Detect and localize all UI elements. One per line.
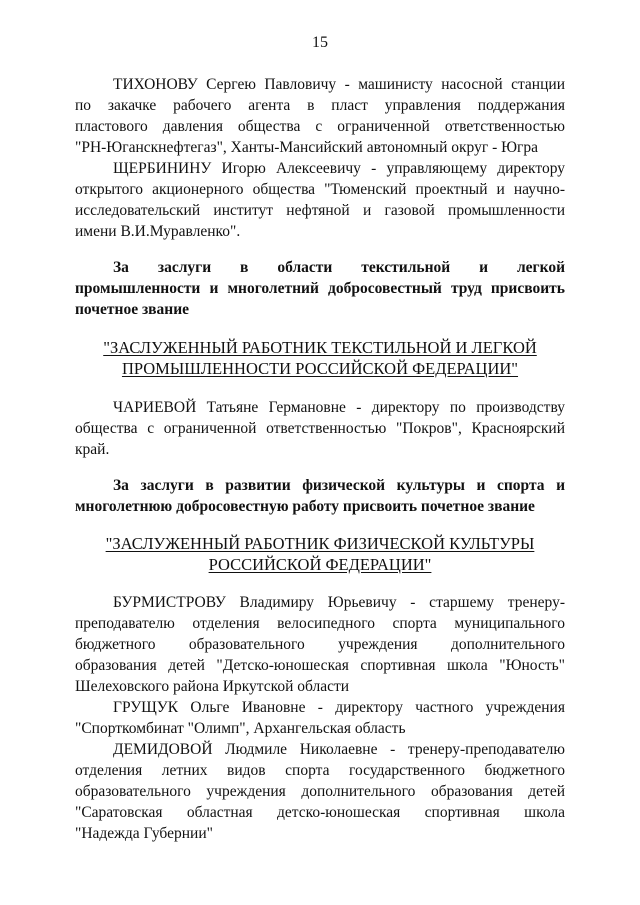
award-entry-line: отделения летних видов спорта государственного бюджетного <box>75 762 565 779</box>
award-entry-line: ДЕМИДОВОЙ Людмиле Николаевне - тренеру-преподавателю <box>113 741 565 758</box>
award-entry-line: "Спорткомбинат "Олимп", Архангельская область <box>75 720 406 737</box>
award-entry-line: "Саратовская областная детско-юношеская спортивная школа <box>75 804 565 821</box>
award-entry-line: исследовательский институт нефтяной и газовой промышленности <box>75 202 565 219</box>
award-entry-line: ГРУЩУК Ольге Ивановне - директору частного учреждения <box>113 699 565 716</box>
section-heading-line: многолетнюю добросовестную работу присвоить почетное звание <box>75 498 535 515</box>
honorary-title-line: "ЗАСЛУЖЕННЫЙ РАБОТНИК ТЕКСТИЛЬНОЙ И ЛЕГКОЙ <box>103 338 537 357</box>
award-entry-line: "Надежда Губернии" <box>75 825 213 842</box>
award-entry-line: образовательного учреждения дополнительного образования детей <box>75 783 565 800</box>
section-heading-line: промышленности и многолетний добросовестный труд присвоить <box>75 280 565 297</box>
award-entry-line: образования детей "Детско-юношеская спортивная школа "Юность" <box>75 657 565 674</box>
award-entry-line: Шелеховского района Иркутской области <box>75 678 350 695</box>
award-entry-line: по закачке рабочего агента в пласт управления поддержания <box>75 97 565 114</box>
award-entry-line: ЩЕРБИНИНУ Игорю Алексеевичу - управляющему директору <box>113 160 565 177</box>
award-entry-line: общества с ограниченной ответственностью "Покров", Красноярский <box>75 420 565 437</box>
award-entry-line: БУРМИСТРОВУ Владимиру Юрьевичу - старшему тренеру- <box>113 594 565 611</box>
award-entry-line: пластового давления общества с ограниченной ответственностью <box>75 118 565 135</box>
award-entry-line: открытого акционерного общества "Тюменский проектный и научно- <box>75 181 565 198</box>
award-entry-line: бюджетного образовательного учреждения дополнительного <box>75 636 565 653</box>
honorary-title-line: РОССИЙСКОЙ ФЕДЕРАЦИИ" <box>208 555 432 574</box>
award-entry-line: имени В.И.Муравленко". <box>75 223 241 240</box>
honorary-title-line: ПРОМЫШЛЕННОСТИ РОССИЙСКОЙ ФЕДЕРАЦИИ" <box>121 359 519 378</box>
award-entry-line: ЧАРИЕВОЙ Татьяне Германовне - директору по производству <box>113 399 565 416</box>
award-entry-line: край. <box>75 441 110 458</box>
honorary-title-line: "ЗАСЛУЖЕННЫЙ РАБОТНИК ФИЗИЧЕСКОЙ КУЛЬТУРЫ <box>105 534 535 553</box>
award-entry-line: ТИХОНОВУ Сергею Павловичу - машинисту насосной станции <box>113 76 565 93</box>
award-entry-line: "РН-Юганскнефтегаз", Ханты-Мансийский автономный округ - Югра <box>75 139 539 156</box>
page-number: 15 <box>312 34 328 51</box>
section-heading-line: За заслуги в области текстильной и легкой <box>113 259 565 276</box>
award-entry-line: преподавателю отделения велосипедного спорта муниципального <box>75 615 565 632</box>
section-heading-line: За заслуги в развитии физической культуры и спорта и <box>113 477 565 494</box>
section-heading-line: почетное звание <box>75 301 190 318</box>
